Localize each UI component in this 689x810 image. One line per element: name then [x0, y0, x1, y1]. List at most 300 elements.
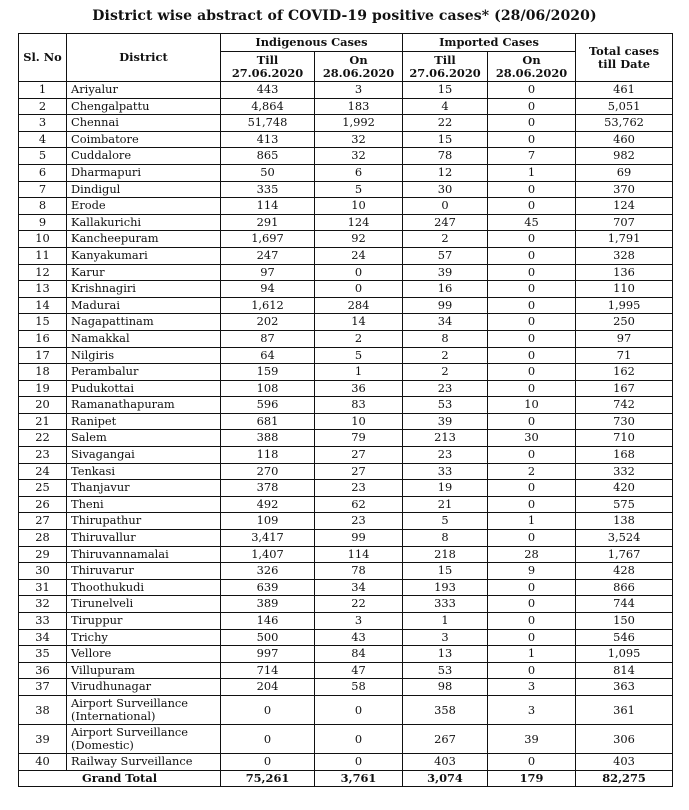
cell-indigenous-on: 43 [315, 629, 403, 646]
cell-imported-on: 0 [488, 496, 576, 513]
cell-indigenous-on: 284 [315, 297, 403, 314]
cell-indigenous-till: 378 [221, 480, 315, 497]
cell-total: 328 [576, 247, 673, 264]
table-row [19, 148, 673, 165]
cell-imported-on: 10 [488, 397, 576, 414]
table-row [19, 281, 673, 298]
cell-district: Namakkal [67, 330, 221, 347]
cell-sl-no: 26 [19, 496, 67, 513]
header-imported-till: Till 27.06.2020 [403, 52, 488, 82]
header-indigenous-till: Till 27.06.2020 [221, 52, 315, 82]
cell-indigenous-on: 0 [315, 724, 403, 753]
table-row [19, 297, 673, 314]
cell-indigenous-on: 27 [315, 463, 403, 480]
cell-indigenous-till: 0 [221, 724, 315, 753]
cell-total: 982 [576, 148, 673, 165]
cell-total: 363 [576, 679, 673, 696]
cell-imported-till: 99 [403, 297, 488, 314]
cell-indigenous-on: 47 [315, 662, 403, 679]
cell-total: 136 [576, 264, 673, 281]
cell-sl-no: 16 [19, 330, 67, 347]
cell-indigenous-on: 10 [315, 413, 403, 430]
cell-total: 361 [576, 695, 673, 724]
cell-total: 97 [576, 330, 673, 347]
cell-indigenous-till: 97 [221, 264, 315, 281]
cell-imported-till: 15 [403, 82, 488, 99]
grand-total-indigenous-on: 3,761 [315, 770, 403, 787]
table-row [19, 613, 673, 630]
table-row [19, 330, 673, 347]
cell-indigenous-till: 4,864 [221, 98, 315, 115]
table-row [19, 596, 673, 613]
cell-sl-no: 28 [19, 530, 67, 547]
cell-district: Ramanathapuram [67, 397, 221, 414]
cell-district: Nagapattinam [67, 314, 221, 331]
cell-indigenous-till: 443 [221, 82, 315, 99]
table-row [19, 662, 673, 679]
cell-total: 71 [576, 347, 673, 364]
cell-total: 420 [576, 480, 673, 497]
cell-sl-no: 35 [19, 646, 67, 663]
cell-indigenous-till: 291 [221, 214, 315, 231]
table-row [19, 413, 673, 430]
cell-sl-no: 5 [19, 148, 67, 165]
cell-total: 1,995 [576, 297, 673, 314]
cell-total: 710 [576, 430, 673, 447]
table-row [19, 695, 673, 724]
cell-indigenous-on: 1,992 [315, 115, 403, 132]
cell-sl-no: 19 [19, 380, 67, 397]
cell-indigenous-on: 27 [315, 447, 403, 464]
table-row [19, 314, 673, 331]
cell-indigenous-till: 0 [221, 753, 315, 770]
cell-district: Pudukottai [67, 380, 221, 397]
cell-imported-on: 0 [488, 629, 576, 646]
cell-indigenous-till: 204 [221, 679, 315, 696]
cell-indigenous-till: 714 [221, 662, 315, 679]
cell-sl-no: 39 [19, 724, 67, 753]
cell-imported-on: 3 [488, 679, 576, 696]
cell-indigenous-till: 108 [221, 380, 315, 397]
cell-sl-no: 24 [19, 463, 67, 480]
cell-sl-no: 30 [19, 563, 67, 580]
cell-imported-till: 98 [403, 679, 488, 696]
cell-imported-on: 45 [488, 214, 576, 231]
cell-total: 1,767 [576, 546, 673, 563]
cell-indigenous-till: 335 [221, 181, 315, 198]
cell-district: Villupuram [67, 662, 221, 679]
cell-indigenous-on: 58 [315, 679, 403, 696]
cell-sl-no: 37 [19, 679, 67, 696]
cell-imported-till: 4 [403, 98, 488, 115]
table-body [19, 82, 673, 771]
cell-imported-till: 213 [403, 430, 488, 447]
table-row [19, 164, 673, 181]
cell-indigenous-on: 5 [315, 347, 403, 364]
cell-indigenous-till: 109 [221, 513, 315, 530]
cell-district: Sivagangai [67, 447, 221, 464]
cell-indigenous-till: 146 [221, 613, 315, 630]
cell-imported-till: 19 [403, 480, 488, 497]
cell-district: Ariyalur [67, 82, 221, 99]
cell-imported-on: 0 [488, 447, 576, 464]
cell-indigenous-on: 79 [315, 430, 403, 447]
cell-imported-on: 0 [488, 364, 576, 381]
cell-district: Airport Surveillance (Domestic) [67, 724, 221, 753]
cell-imported-on: 0 [488, 753, 576, 770]
cell-district: Perambalur [67, 364, 221, 381]
cell-district: Thirupathur [67, 513, 221, 530]
cell-district: Krishnagiri [67, 281, 221, 298]
table-row [19, 98, 673, 115]
cell-district: Nilgiris [67, 347, 221, 364]
cell-indigenous-on: 2 [315, 330, 403, 347]
cell-indigenous-till: 388 [221, 430, 315, 447]
cell-imported-on: 0 [488, 596, 576, 613]
cell-imported-till: 2 [403, 364, 488, 381]
table-row [19, 496, 673, 513]
cell-sl-no: 4 [19, 131, 67, 148]
cell-imported-on: 0 [488, 231, 576, 248]
cell-total: 110 [576, 281, 673, 298]
cell-district: Kanyakumari [67, 247, 221, 264]
cell-sl-no: 25 [19, 480, 67, 497]
table-row [19, 347, 673, 364]
cell-indigenous-on: 10 [315, 198, 403, 215]
cell-imported-on: 0 [488, 115, 576, 132]
cell-district: Kancheepuram [67, 231, 221, 248]
cell-indigenous-till: 500 [221, 629, 315, 646]
cell-imported-on: 0 [488, 131, 576, 148]
cell-imported-till: 15 [403, 563, 488, 580]
cell-district: Trichy [67, 629, 221, 646]
cell-imported-on: 39 [488, 724, 576, 753]
cell-imported-till: 218 [403, 546, 488, 563]
cell-imported-till: 13 [403, 646, 488, 663]
cell-sl-no: 34 [19, 629, 67, 646]
cell-imported-till: 23 [403, 447, 488, 464]
cell-sl-no: 22 [19, 430, 67, 447]
cell-indigenous-on: 0 [315, 281, 403, 298]
table-row [19, 247, 673, 264]
cell-imported-till: 358 [403, 695, 488, 724]
cell-total: 124 [576, 198, 673, 215]
cell-imported-till: 22 [403, 115, 488, 132]
cell-imported-till: 5 [403, 513, 488, 530]
cell-total: 707 [576, 214, 673, 231]
cell-sl-no: 3 [19, 115, 67, 132]
cell-total: 1,791 [576, 231, 673, 248]
cell-total: 370 [576, 181, 673, 198]
cell-sl-no: 8 [19, 198, 67, 215]
cell-imported-till: 403 [403, 753, 488, 770]
table-row [19, 513, 673, 530]
cell-total: 69 [576, 164, 673, 181]
cell-imported-till: 39 [403, 413, 488, 430]
cell-sl-no: 38 [19, 695, 67, 724]
cell-sl-no: 33 [19, 613, 67, 630]
cell-total: 168 [576, 447, 673, 464]
cell-district: Tirunelveli [67, 596, 221, 613]
cell-imported-till: 267 [403, 724, 488, 753]
header-imported-on: On 28.06.2020 [488, 52, 576, 82]
cell-sl-no: 32 [19, 596, 67, 613]
cell-indigenous-on: 92 [315, 231, 403, 248]
header-sl-no: Sl. No [19, 34, 67, 82]
cell-imported-on: 0 [488, 281, 576, 298]
cell-imported-on: 9 [488, 563, 576, 580]
table-row [19, 646, 673, 663]
cell-sl-no: 7 [19, 181, 67, 198]
table-header [19, 34, 673, 82]
cell-district: Chennai [67, 115, 221, 132]
cell-total: 1,095 [576, 646, 673, 663]
cell-district: Airport Surveillance (International) [67, 695, 221, 724]
cell-district: Ranipet [67, 413, 221, 430]
cell-district: Cuddalore [67, 148, 221, 165]
cell-district: Dindigul [67, 181, 221, 198]
cell-indigenous-till: 202 [221, 314, 315, 331]
cell-imported-on: 0 [488, 330, 576, 347]
cell-imported-till: 53 [403, 662, 488, 679]
cell-imported-on: 0 [488, 662, 576, 679]
table-row [19, 198, 673, 215]
cell-imported-till: 16 [403, 281, 488, 298]
table-row [19, 724, 673, 753]
cell-indigenous-on: 62 [315, 496, 403, 513]
cell-sl-no: 10 [19, 231, 67, 248]
header-district: District [67, 34, 221, 82]
cell-district: Thiruvarur [67, 563, 221, 580]
cell-imported-till: 2 [403, 231, 488, 248]
cell-imported-on: 0 [488, 413, 576, 430]
cell-total: 428 [576, 563, 673, 580]
cell-total: 460 [576, 131, 673, 148]
cell-imported-till: 3 [403, 629, 488, 646]
cell-imported-till: 333 [403, 596, 488, 613]
cell-district: Madurai [67, 297, 221, 314]
cell-indigenous-on: 32 [315, 148, 403, 165]
cell-total: 167 [576, 380, 673, 397]
cell-imported-till: 57 [403, 247, 488, 264]
cell-indigenous-on: 99 [315, 530, 403, 547]
cell-indigenous-till: 64 [221, 347, 315, 364]
cell-indigenous-till: 1,612 [221, 297, 315, 314]
cell-indigenous-on: 34 [315, 579, 403, 596]
cell-indigenous-on: 23 [315, 513, 403, 530]
cell-sl-no: 20 [19, 397, 67, 414]
cell-imported-on: 1 [488, 164, 576, 181]
table-row [19, 629, 673, 646]
cell-total: 730 [576, 413, 673, 430]
table-row [19, 115, 673, 132]
cell-indigenous-till: 118 [221, 447, 315, 464]
header-indigenous-on: On 28.06.2020 [315, 52, 403, 82]
cell-indigenous-on: 3 [315, 82, 403, 99]
cell-indigenous-on: 83 [315, 397, 403, 414]
cell-imported-on: 1 [488, 646, 576, 663]
cell-indigenous-till: 270 [221, 463, 315, 480]
cell-sl-no: 15 [19, 314, 67, 331]
cell-indigenous-till: 326 [221, 563, 315, 580]
cell-imported-till: 33 [403, 463, 488, 480]
cell-imported-till: 247 [403, 214, 488, 231]
cell-total: 814 [576, 662, 673, 679]
cell-imported-on: 0 [488, 247, 576, 264]
cell-imported-on: 0 [488, 82, 576, 99]
cell-indigenous-till: 865 [221, 148, 315, 165]
cell-sl-no: 29 [19, 546, 67, 563]
cell-indigenous-till: 51,748 [221, 115, 315, 132]
cell-sl-no: 14 [19, 297, 67, 314]
cell-total: 461 [576, 82, 673, 99]
cell-indigenous-till: 1,407 [221, 546, 315, 563]
cell-indigenous-till: 681 [221, 413, 315, 430]
cell-imported-on: 0 [488, 181, 576, 198]
cell-imported-till: 39 [403, 264, 488, 281]
cell-indigenous-till: 596 [221, 397, 315, 414]
table-row [19, 546, 673, 563]
table-row [19, 679, 673, 696]
cell-district: Thoothukudi [67, 579, 221, 596]
header-imported: Imported Cases [403, 34, 576, 52]
header-indigenous: Indigenous Cases [221, 34, 403, 52]
cell-indigenous-on: 22 [315, 596, 403, 613]
grand-total-imported-till: 3,074 [403, 770, 488, 787]
cell-indigenous-on: 0 [315, 753, 403, 770]
cell-sl-no: 2 [19, 98, 67, 115]
table-row [19, 131, 673, 148]
cell-total: 742 [576, 397, 673, 414]
table-row [19, 82, 673, 99]
cell-indigenous-till: 114 [221, 198, 315, 215]
cell-imported-on: 0 [488, 98, 576, 115]
cell-imported-on: 0 [488, 198, 576, 215]
table-row [19, 231, 673, 248]
cell-indigenous-on: 23 [315, 480, 403, 497]
cell-imported-on: 0 [488, 297, 576, 314]
table-row [19, 380, 673, 397]
cell-total: 744 [576, 596, 673, 613]
cell-indigenous-till: 492 [221, 496, 315, 513]
cell-sl-no: 40 [19, 753, 67, 770]
cell-total: 403 [576, 753, 673, 770]
cell-indigenous-on: 78 [315, 563, 403, 580]
table-row [19, 530, 673, 547]
cell-imported-on: 0 [488, 579, 576, 596]
cell-imported-on: 0 [488, 347, 576, 364]
cell-imported-on: 0 [488, 264, 576, 281]
cell-indigenous-till: 3,417 [221, 530, 315, 547]
grand-total-imported-on: 179 [488, 770, 576, 787]
cell-imported-till: 78 [403, 148, 488, 165]
cell-indigenous-on: 114 [315, 546, 403, 563]
cell-indigenous-till: 413 [221, 131, 315, 148]
table-row [19, 264, 673, 281]
cell-imported-till: 12 [403, 164, 488, 181]
cell-district: Thiruvallur [67, 530, 221, 547]
table-row [19, 430, 673, 447]
cell-district: Karur [67, 264, 221, 281]
cell-indigenous-till: 0 [221, 695, 315, 724]
cell-district: Kallakurichi [67, 214, 221, 231]
grand-total-cases: 82,275 [576, 770, 673, 787]
table-row [19, 463, 673, 480]
cell-district: Thiruvannamalai [67, 546, 221, 563]
cell-sl-no: 27 [19, 513, 67, 530]
cell-indigenous-till: 639 [221, 579, 315, 596]
cell-indigenous-till: 87 [221, 330, 315, 347]
grand-total-indigenous-till: 75,261 [221, 770, 315, 787]
cell-district: Thanjavur [67, 480, 221, 497]
document-title: District wise abstract of COVID-19 positive cases* (28/06/2020) [92, 8, 597, 24]
cell-district: Vellore [67, 646, 221, 663]
cell-imported-till: 193 [403, 579, 488, 596]
cell-imported-on: 30 [488, 430, 576, 447]
cell-total: 332 [576, 463, 673, 480]
cell-sl-no: 18 [19, 364, 67, 381]
cell-total: 250 [576, 314, 673, 331]
cell-district: Salem [67, 430, 221, 447]
cell-indigenous-on: 0 [315, 695, 403, 724]
cell-imported-till: 0 [403, 198, 488, 215]
cell-imported-on: 0 [488, 380, 576, 397]
cell-imported-till: 1 [403, 613, 488, 630]
cell-indigenous-on: 1 [315, 364, 403, 381]
cell-indigenous-till: 50 [221, 164, 315, 181]
cell-indigenous-on: 32 [315, 131, 403, 148]
cell-indigenous-till: 997 [221, 646, 315, 663]
cell-indigenous-on: 24 [315, 247, 403, 264]
cell-total: 138 [576, 513, 673, 530]
cell-imported-till: 53 [403, 397, 488, 414]
table-row [19, 563, 673, 580]
cell-district: Dharmapuri [67, 164, 221, 181]
cell-total: 866 [576, 579, 673, 596]
cell-sl-no: 31 [19, 579, 67, 596]
cell-total: 575 [576, 496, 673, 513]
cell-total: 546 [576, 629, 673, 646]
cell-sl-no: 13 [19, 281, 67, 298]
cell-total: 162 [576, 364, 673, 381]
cell-imported-till: 30 [403, 181, 488, 198]
cell-indigenous-on: 183 [315, 98, 403, 115]
cell-indigenous-on: 124 [315, 214, 403, 231]
cell-indigenous-on: 36 [315, 380, 403, 397]
cell-total: 3,524 [576, 530, 673, 547]
cell-district: Erode [67, 198, 221, 215]
cell-total: 306 [576, 724, 673, 753]
cell-imported-till: 21 [403, 496, 488, 513]
cell-indigenous-on: 14 [315, 314, 403, 331]
cell-sl-no: 12 [19, 264, 67, 281]
cell-sl-no: 9 [19, 214, 67, 231]
cell-sl-no: 21 [19, 413, 67, 430]
cell-indigenous-on: 0 [315, 264, 403, 281]
cell-sl-no: 17 [19, 347, 67, 364]
table-row [19, 753, 673, 770]
cell-district: Tiruppur [67, 613, 221, 630]
cell-indigenous-till: 159 [221, 364, 315, 381]
table-row [19, 480, 673, 497]
cell-indigenous-on: 84 [315, 646, 403, 663]
table-row [19, 181, 673, 198]
cell-imported-on: 0 [488, 480, 576, 497]
cell-sl-no: 36 [19, 662, 67, 679]
cell-indigenous-till: 247 [221, 247, 315, 264]
cell-district: Railway Surveillance [67, 753, 221, 770]
cell-sl-no: 1 [19, 82, 67, 99]
